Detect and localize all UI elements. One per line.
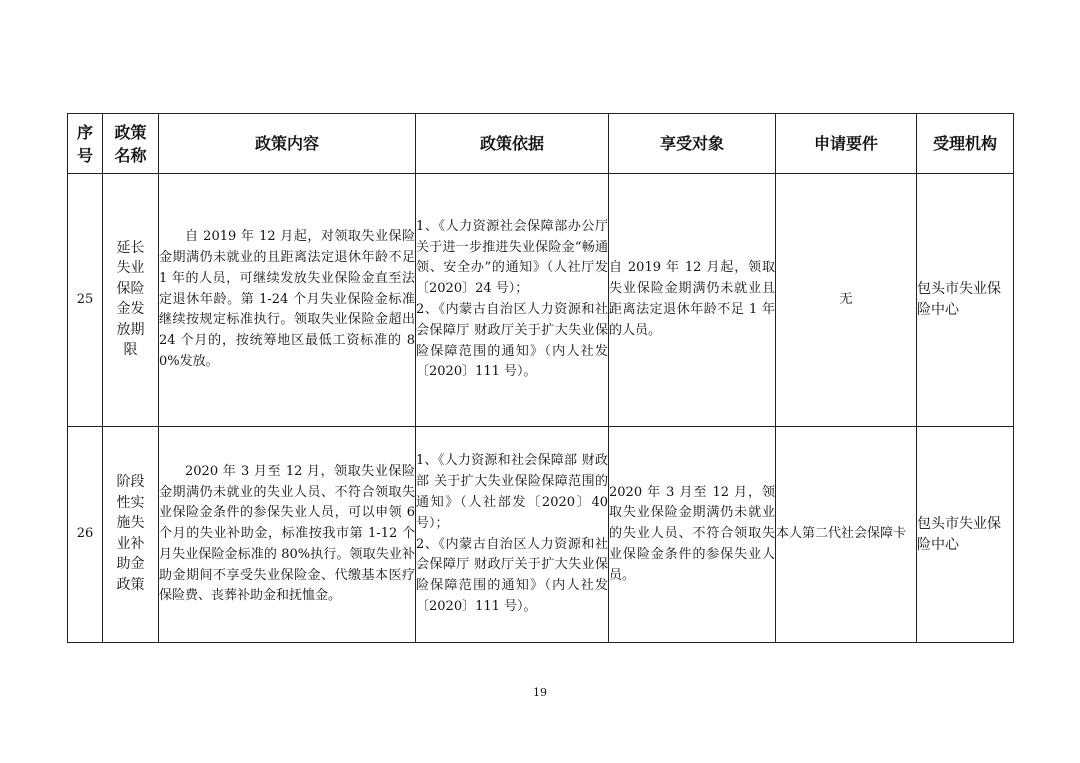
table-header-row: [68, 114, 1014, 174]
row-policy-basis: [416, 174, 609, 427]
row-agency: 包头市失业保险中心: [917, 427, 1014, 643]
row-target: 自 2019 年 12 月起，领取失业保险金期满仍未就业且距离法定退休年龄不足 1 年的人员。: [609, 174, 776, 427]
row-requirements: 无: [776, 174, 917, 427]
table-row: [68, 174, 1014, 427]
row-index: 26: [68, 427, 103, 643]
basis-item: 1、《人力资源和社会保障部 财政部 关于扩大失业保险保障范围的通知》（人社部发〔2020〕40 号）；: [416, 453, 608, 531]
row-requirements: 本人第二代社会保障卡: [776, 427, 917, 643]
policy-table: [67, 113, 1014, 643]
row-policy-name: 阶段性实施失业补助金政策: [103, 427, 159, 643]
table-row: [68, 427, 1014, 643]
row-target: 2020 年 3 月至 12 月，领取失业保险金期满仍未就业的失业人员、不符合领取失业保险金条件的参保失业人员。: [609, 427, 776, 643]
row-index: 25: [68, 174, 103, 427]
basis-item: 2、《内蒙古自治区人力资源和社会保障厅 财政厅关于扩大失业保险保障范围的通知》（内人社发〔2020〕111 号）。: [416, 536, 608, 614]
row-policy-basis: [416, 427, 609, 643]
header-index: 序号: [68, 114, 103, 174]
row-policy-content: 自 2019 年 12 月起，对领取失业保险金期满仍未就业的且距离法定退休年龄不足 1 年的人员，可继续发放失业保险金直至法定退休年龄。第 1-24 个月失业保险金标准继续按规定标准执行。领取失业保险金超出 24 个月的，按统筹地区最低工资标准的 80%发放。: [159, 174, 416, 427]
header-basis: 政策依据: [416, 114, 609, 174]
page-number: 19: [533, 686, 547, 699]
header-content: 政策内容: [159, 114, 416, 174]
header-target: 享受对象: [609, 114, 776, 174]
row-policy-name: 延长失业保险金发放期限: [103, 174, 159, 427]
header-name: 政策名称: [103, 114, 159, 174]
basis-item: 1、《人力资源社会保障部办公厅关于进一步推进失业保险金“畅通领、安全办”的通知》（人社厅发〔2020〕24 号）；: [416, 218, 608, 297]
basis-item: 2、《内蒙古自治区人力资源和社会保障厅 财政厅关于扩大失业保险保障范围的通知》（内人社发〔2020〕111 号）。: [416, 302, 608, 380]
header-requirements: 申请要件: [776, 114, 917, 174]
row-agency: 包头市失业保险中心: [917, 174, 1014, 427]
row-policy-content: 2020 年 3 月至 12 月，领取失业保险金期满仍未就业的失业人员、不符合领取失业保险金条件的参保失业人员，可以申领 6 个月的失业补助金，标准按我市第 1-12 个月失业保险金标准的 80%执行。领取失业补助金期间不享受失业保险金、代缴基本医疗保险费、丧葬补助金和抚恤金。: [159, 427, 416, 643]
header-agency: 受理机构: [917, 114, 1014, 174]
